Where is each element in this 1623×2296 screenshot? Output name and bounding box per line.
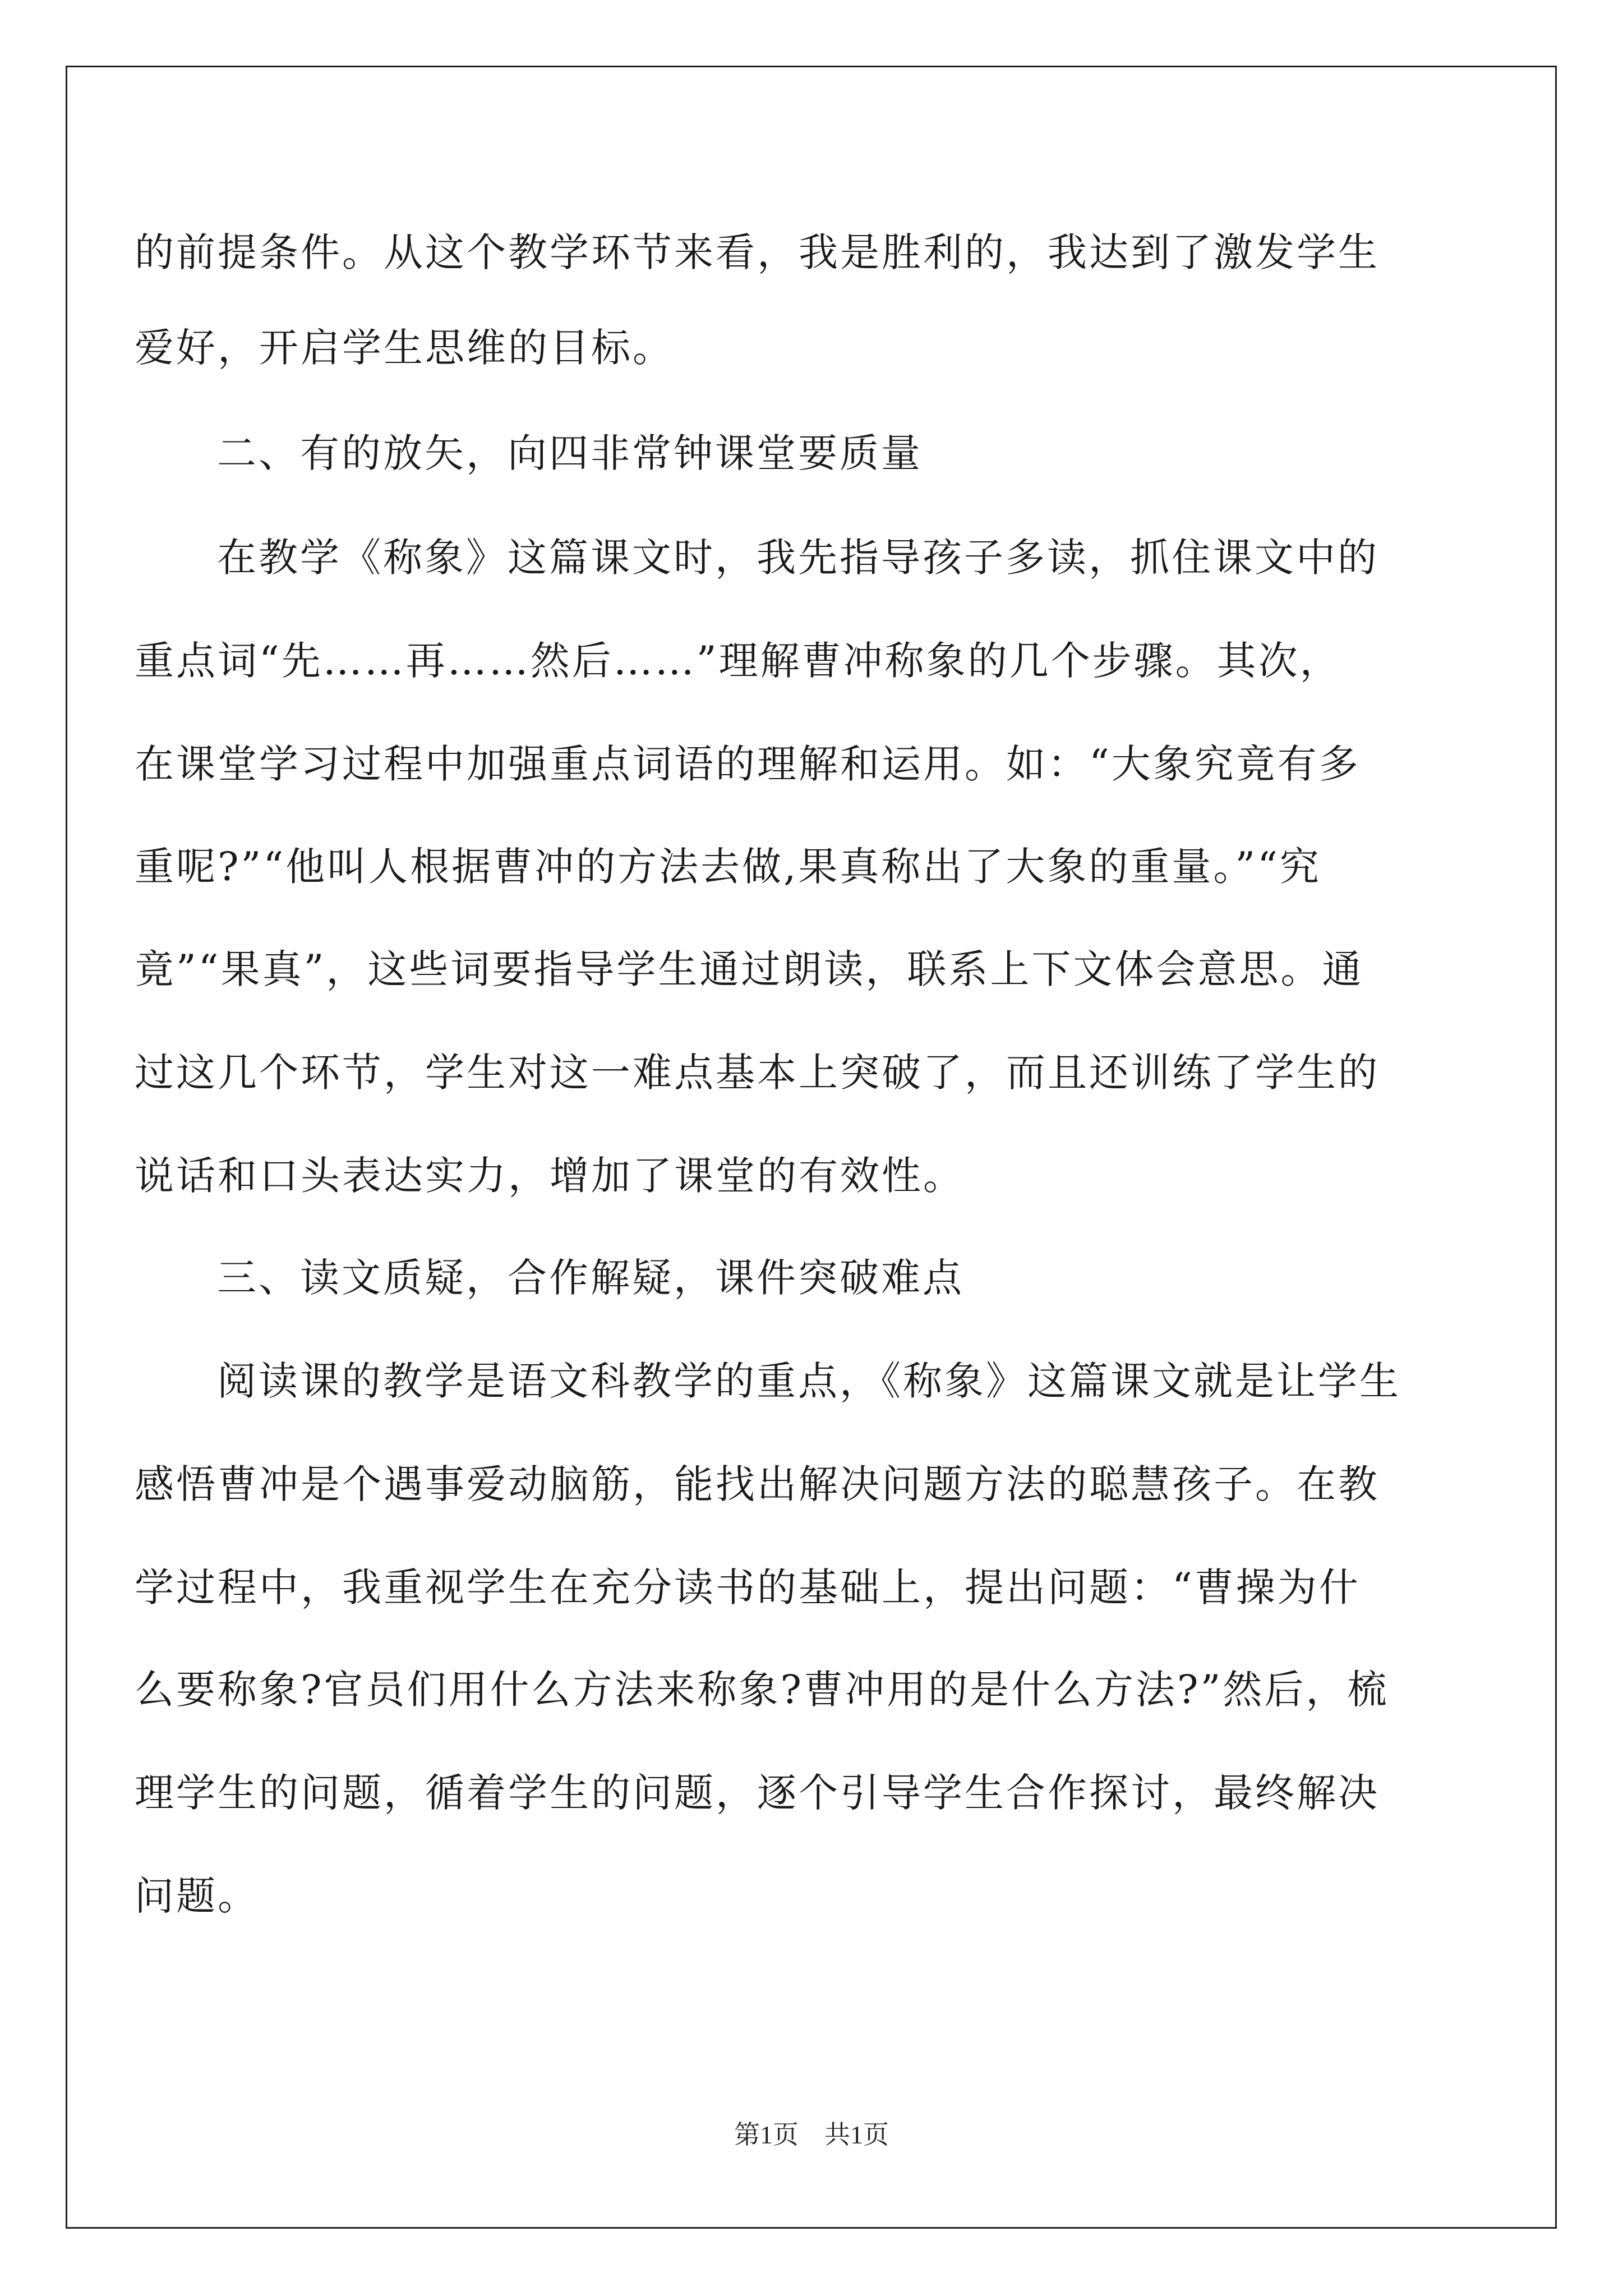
paragraph-line: 学过程中，我重视学生在充分读书的基础上，提出问题：“曹操为什 [135, 1565, 1361, 1611]
paragraph-line: 重呢?”“他叫人根据曹冲的方法去做,果真称出了大象的重量。”“究 [135, 844, 1321, 890]
paragraph-line: 过这几个环节，学生对这一难点基本上突破了，而且还训练了学生的 [135, 1050, 1380, 1096]
page-border [66, 66, 1557, 2229]
paragraph-line: 在课堂学习过程中加强重点词语的理解和运用。如：“大象究竟有多 [135, 741, 1361, 787]
page-number: 第1页 共1页 [734, 2120, 889, 2149]
paragraph-line: 重点词“先……再……然后……”理解曹冲称象的几个步骤。其次， [135, 638, 1341, 684]
paragraph-line: 说话和口头表达实力，增加了课堂的有效性。 [135, 1153, 965, 1199]
paragraph-line: 的前提条件。从这个教学环节来看，我是胜利的，我达到了激发学生 [135, 229, 1380, 275]
paragraph-line: 阅读课的教学是语文科教学的重点，《称象》这篇课文就是让学生 [217, 1358, 1401, 1404]
section-heading: 二、有的放矢，向四非常钟课堂要质量 [217, 430, 923, 476]
section-heading: 三、读文质疑，合作解疑，课件突破难点 [217, 1255, 964, 1301]
paragraph-line: 竟”“果真”，这些词要指导学生通过朗读，联系上下文体会意思。通 [135, 946, 1364, 992]
paragraph-line: 问题。 [135, 1873, 259, 1919]
paragraph-line: 理学生的问题，循着学生的问题，逐个引导学生合作探讨，最终解决 [135, 1770, 1380, 1816]
paragraph-line: 感悟曹冲是个遇事爱动脑筋，能找出解决问题方法的聪慧孩子。在教 [135, 1461, 1380, 1507]
paragraph-line: 在教学《称象》这篇课文时，我先指导孩子多读，抓住课文中的 [217, 535, 1379, 581]
paragraph-line: 么要称象?官员们用什么方法来称象?曹冲用的是什么方法?”然后，梳 [135, 1667, 1389, 1713]
paragraph-line: 爱好，开启学生思维的目标。 [135, 325, 674, 371]
